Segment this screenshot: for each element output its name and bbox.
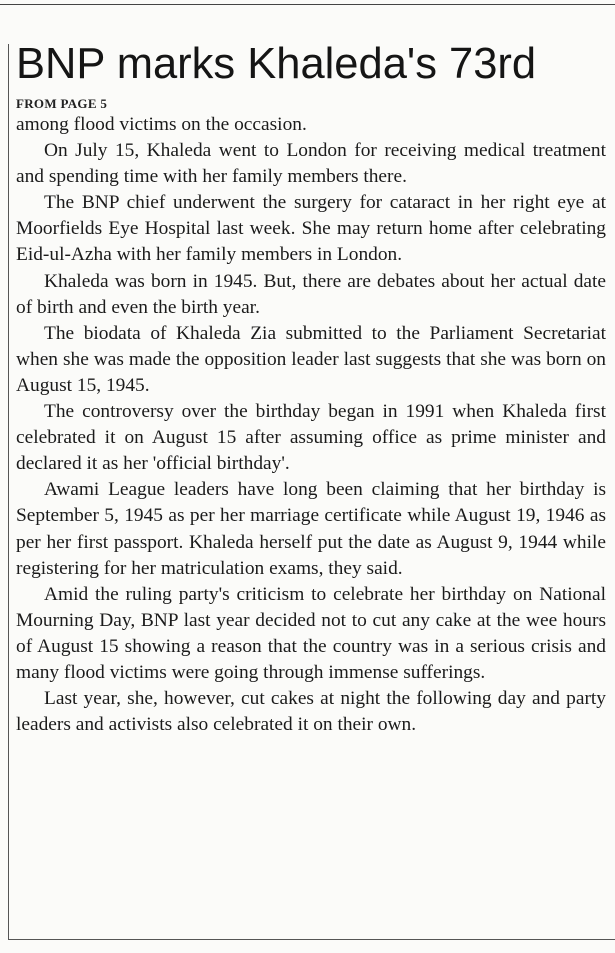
paragraph-6: The controversy over the birthday began in 1991 when Khaleda first celebrated it on August 15 after assuming office as prime minister and declared it as her 'official birthday'. — [16, 401, 606, 475]
paragraph-9: Last year, she, however, cut cakes at night the following day and party leaders and activists also celebrated it on their own. — [16, 688, 606, 736]
left-column-rule — [8, 44, 9, 939]
continued-from-label: FROM PAGE 5 — [16, 96, 108, 111]
paragraph-1: among flood victims on the occasion. — [16, 114, 307, 135]
article — [16, 34, 606, 738]
top-page-rule — [0, 4, 615, 5]
bottom-column-rule — [8, 939, 615, 940]
paragraph-5: The biodata of Khaleda Zia submitted to the Parliament Secretariat when she was made the opposition leader last suggests that she was born on August 15, 1945. — [16, 322, 606, 396]
paragraph-7: Awami League leaders have long been claiming that her birthday is September 5, 1945 as per her marriage certificate while August 19, 1946 as per her first passport. Khaleda herself put the date as August 9, 1944 while registering for her matriculation exams, they said. — [16, 479, 606, 579]
article-body — [16, 112, 606, 738]
paragraph-4: Khaleda was born in 1945. But, there are debates about her actual date of birth and even the birth year. — [16, 270, 606, 318]
paragraph-8: Amid the ruling party's criticism to celebrate her birthday on National Mourning Day, BNP last year decided not to cut any cake at the wee hours of August 15 showing a reason that the country was in a serious crisis and many flood victims were going through immense sufferings. — [16, 583, 606, 683]
paragraph-2: On July 15, Khaleda went to London for receiving medical treatment and spending time with her family members there. — [16, 140, 606, 188]
headline: BNP marks Khaleda's 73rd — [16, 40, 537, 88]
paragraph-3: The BNP chief underwent the surgery for cataract in her right eye at Moorfields Eye Hospital last week. She may return home after celebrating Eid-ul-Azha with her family members in London. — [16, 192, 606, 266]
